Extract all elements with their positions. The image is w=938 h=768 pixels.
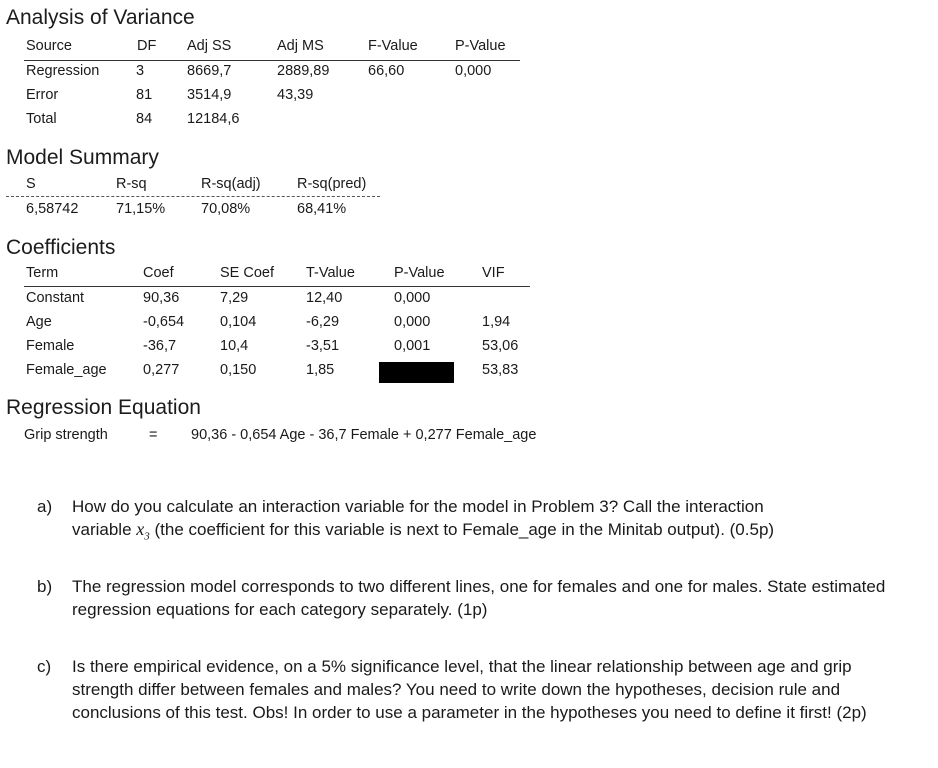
question-b-text: The regression model corresponds to two different lines, one for females and one for males. State estimated regression equations for each category separately. (1p): [72, 577, 886, 619]
summary-value-r-sq: 71,15%: [116, 201, 166, 217]
cell-p-value: 0,000: [394, 290, 431, 306]
cell-coef: 0,277: [143, 362, 180, 378]
summary-value-r-sq-pred: 68,41%: [297, 201, 347, 217]
cell-term: Female: [26, 338, 75, 354]
cell-adj-ss: 12184,6: [187, 111, 240, 127]
anova-header-source: Source: [26, 38, 72, 54]
cell-f-value: 66,60: [368, 63, 405, 79]
cell-source: Regression: [26, 63, 100, 79]
cell-p-value: 0,000: [455, 63, 492, 79]
cell-coef: -0,654: [143, 314, 185, 330]
cell-adj-ss: 3514,9: [187, 87, 232, 103]
equation-rhs: 90,36 - 0,654 Age - 36,7 Female + 0,277 Female_age: [191, 427, 537, 443]
cell-p-value: 0,000: [394, 314, 431, 330]
equation-equals: =: [149, 427, 158, 443]
summary-header-r-sq: R-sq: [116, 176, 147, 192]
cell-source: Error: [26, 87, 59, 103]
coef-header-term: Term: [26, 265, 59, 281]
cell-t-value: -3,51: [306, 338, 340, 354]
coefficients-title: Coefficients: [6, 236, 116, 259]
equation-lhs: Grip strength: [24, 427, 108, 443]
coef-header-coef: Coef: [143, 265, 174, 281]
cell-df: 84: [136, 111, 153, 127]
coef-header-p-value: P-Value: [394, 265, 445, 281]
anova-header-adj-ms: Adj MS: [277, 38, 324, 54]
summary-header-s: S: [26, 176, 36, 192]
summary-header-rule: [6, 196, 380, 197]
question-a-line1: How do you calculate an interaction variable for the model in Problem 3? Call the interaction: [72, 497, 764, 516]
cell-t-value: 1,85: [306, 362, 335, 378]
cell-adj-ms: 2889,89: [277, 63, 330, 79]
coef-header-t-value: T-Value: [306, 265, 355, 281]
cell-vif: 53,06: [482, 338, 519, 354]
cell-se-coef: 10,4: [220, 338, 249, 354]
summary-value-s: 6,58742: [26, 201, 79, 217]
anova-header-adj-ss: Adj SS: [187, 38, 232, 54]
cell-df: 81: [136, 87, 153, 103]
cell-vif: 1,94: [482, 314, 511, 330]
question-a-label: a): [37, 497, 53, 516]
cell-t-value: -6,29: [306, 314, 340, 330]
anova-header-f-value: F-Value: [368, 38, 418, 54]
anova-title: Analysis of Variance: [6, 6, 195, 29]
cell-df: 3: [136, 63, 145, 79]
question-c: [37, 655, 917, 755]
model-summary-title: Model Summary: [6, 146, 159, 169]
coef-header-vif: VIF: [482, 265, 505, 281]
question-c-text: Is there empirical evidence, on a 5% significance level, that the linear relationship between age and grip strength differ between females and males? You need to write down the hypotheses, decision rule and conclusions of this test. Obs! In order to use a parameter in the hypotheses you need to define it first! (2p): [72, 657, 867, 722]
cell-vif: 53,83: [482, 362, 519, 378]
cell-term: Age: [26, 314, 52, 330]
question-b: [37, 575, 917, 623]
cell-coef: 90,36: [143, 290, 180, 306]
anova-header-p-value: P-Value: [455, 38, 506, 54]
coef-header-rule: [24, 286, 530, 287]
cell-t-value: 12,40: [306, 290, 343, 306]
cell-adj-ms: 43,39: [277, 87, 314, 103]
summary-header-r-sq-pred: R-sq(pred): [297, 176, 367, 192]
coef-header-se-coef: SE Coef: [220, 265, 274, 281]
question-c-label: c): [37, 657, 52, 676]
regression-equation-title: Regression Equation: [6, 396, 201, 419]
x3-variable: $x_3$: [136, 519, 150, 543]
cell-source: Total: [26, 111, 57, 127]
anova-header-df: DF: [137, 38, 157, 54]
cell-adj-ss: 8669,7: [187, 63, 232, 79]
cell-se-coef: 7,29: [220, 290, 249, 306]
summary-value-r-sq-adj: 70,08%: [201, 201, 251, 217]
cell-se-coef: 0,150: [220, 362, 257, 378]
cell-p-value: 0,001: [394, 338, 431, 354]
summary-header-r-sq-adj: R-sq(adj): [201, 176, 261, 192]
question-b-label: b): [37, 577, 53, 596]
question-a: [37, 495, 917, 543]
question-a-line2: variable $x_3$ (the coefficient for this variable is next to Female_age in the Minitab output). (0.5p): [72, 519, 775, 543]
cell-coef: -36,7: [143, 338, 177, 354]
anova-header-rule: [24, 60, 520, 61]
cell-term: Female_age: [26, 362, 107, 378]
redacted-p-value: [379, 362, 454, 383]
cell-se-coef: 0,104: [220, 314, 257, 330]
cell-term: Constant: [26, 290, 85, 306]
